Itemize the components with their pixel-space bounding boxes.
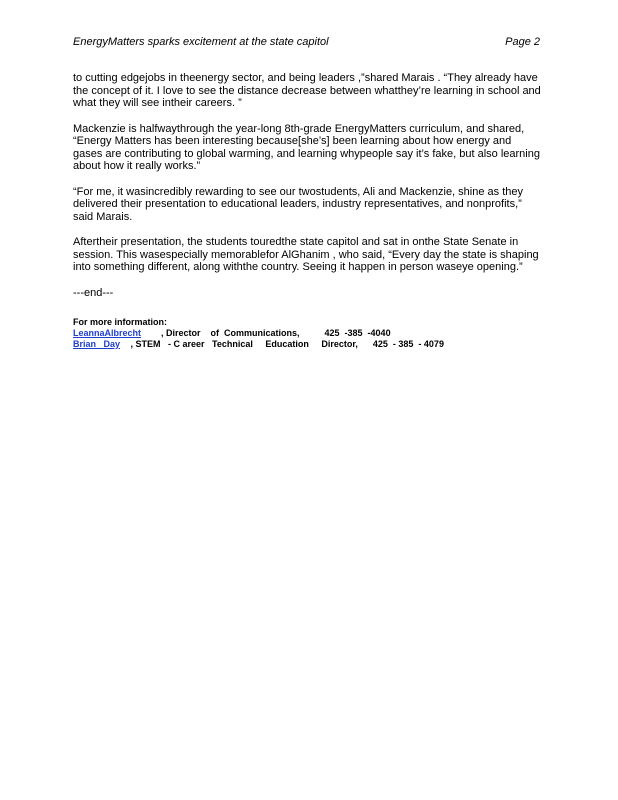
contact-details: , Director of Communications, 425 -385 -4040 [161, 328, 391, 338]
contact-row [73, 339, 543, 350]
paragraph-1: to cutting edgejobs in theenergy sector, and being leaders ,”shared Marais . “They already have the concept of it. I love to see the distance decrease between whatthey’re learning in school and what they will see intheir careers. ” [73, 72, 541, 109]
end-marker: ---end--- [73, 286, 114, 299]
contact-info [73, 317, 543, 350]
paragraph-3: “For me, it wasincredibly rewarding to see our twostudents, Ali and Mackenzie, shine as they delivered their presentation to educational leaders, industry representatives, and nonprofits,” said Marais. [73, 185, 523, 223]
paragraph-4: Aftertheir presentation, the students touredthe state capitol and sat in onthe State Senate in session. This wasespecially memorablefor AlGhanim , who said, “Every day the state is shaping into something different, along withthe country. Seeing it happen in person waseye opening.” [73, 236, 539, 273]
paragraph-2: Mackenzie is halfwaythrough the year-long 8th-grade EnergyMatters curriculum, and shared, “Energy Matters has been interesting because[she’s] been learning about how energy and gases are contributing to global warming, and learning whypeople say it’s fake, but also learning about how it really works.” [73, 122, 540, 172]
contact-heading: For more information: [73, 317, 167, 327]
contact-link-leanna-albrecht[interactable]: LeannaAlbrecht [73, 328, 142, 338]
contact-row [73, 328, 543, 339]
contact-details: , STEM - C areer Technical Education Director, 425 - 385 - 4079 [128, 339, 444, 349]
page-header [73, 36, 540, 48]
document-body [73, 72, 543, 350]
header-title: EnergyMatters sparks excitement at the state capitol [73, 36, 329, 48]
page-number: Page 2 [505, 36, 540, 48]
contact-link-brian-day[interactable]: Brian Day [73, 339, 121, 349]
